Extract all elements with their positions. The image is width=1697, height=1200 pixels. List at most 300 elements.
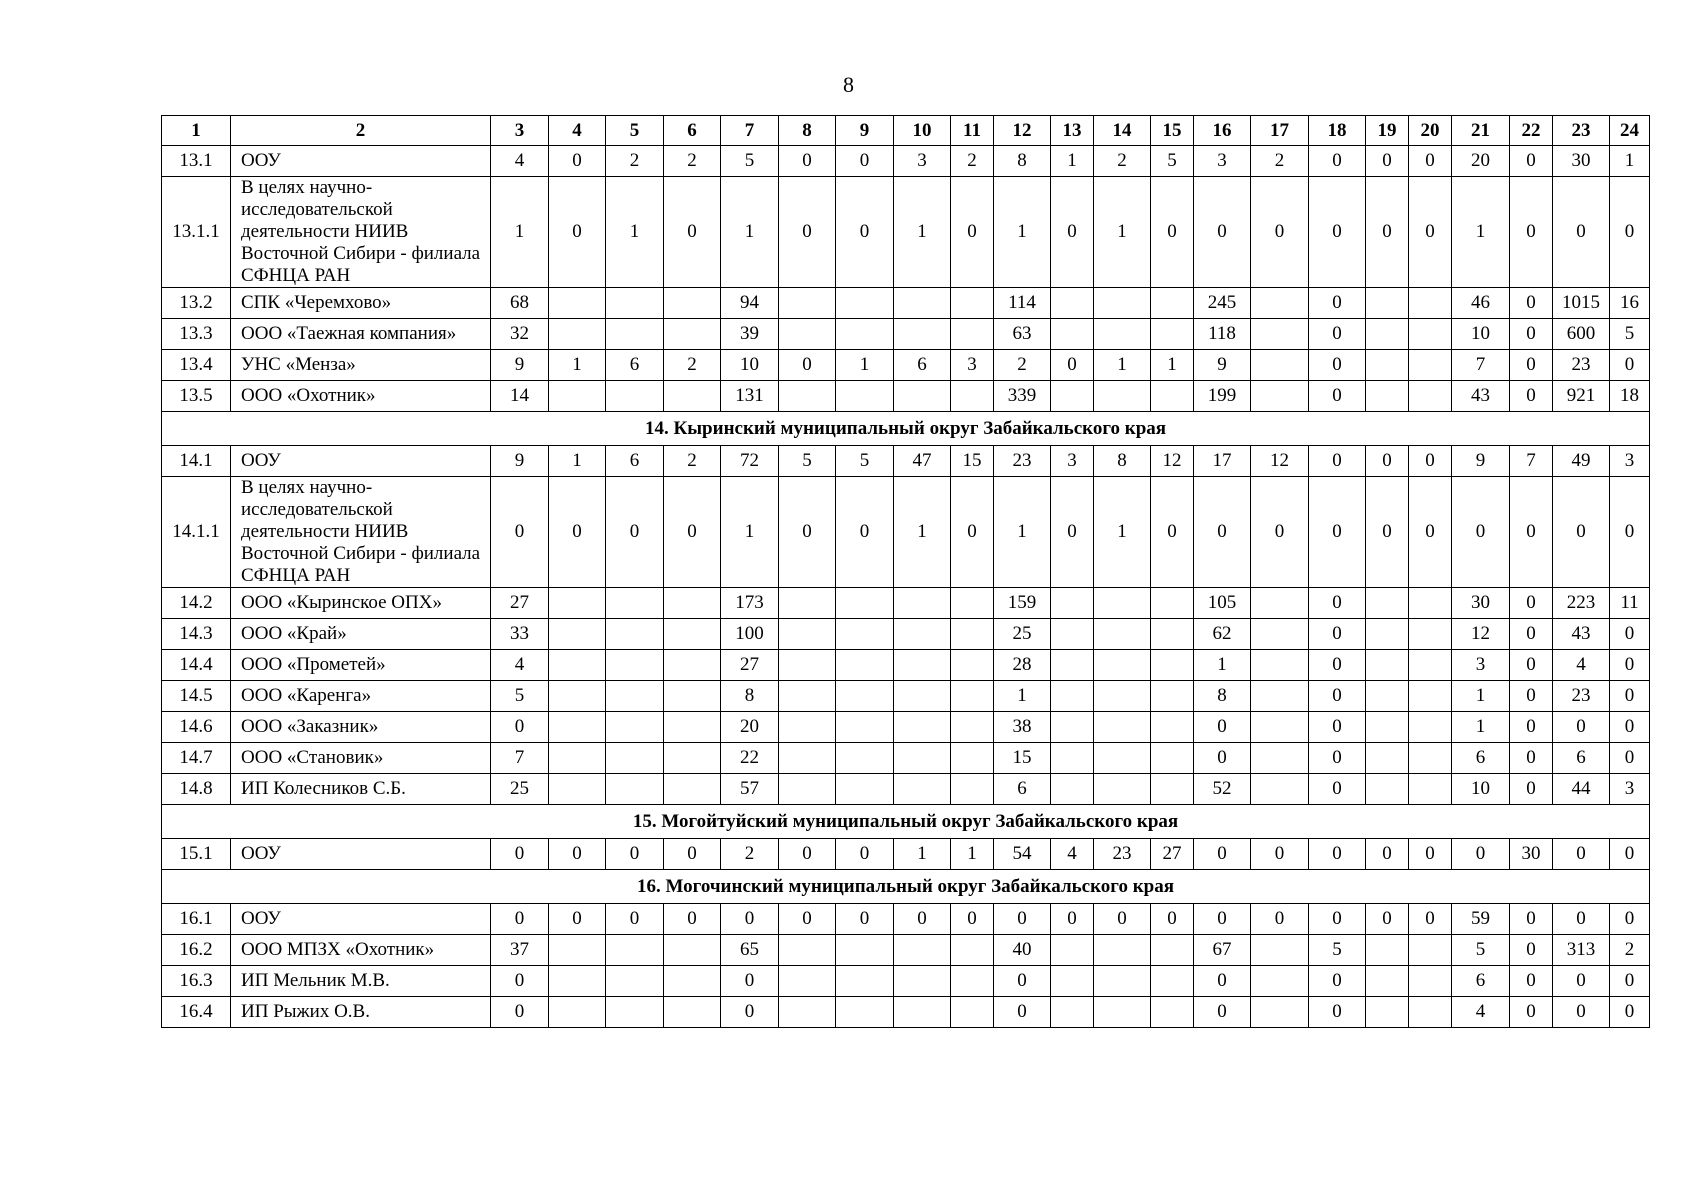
- value-cell: 17: [1194, 446, 1251, 477]
- value-cell: 1: [549, 446, 606, 477]
- value-cell: [1251, 381, 1309, 412]
- row-number-cell: 14.1: [162, 446, 231, 477]
- value-cell: 0: [1409, 839, 1452, 870]
- value-cell: [836, 712, 894, 743]
- value-cell: 0: [1309, 288, 1366, 319]
- value-cell: 1: [491, 177, 549, 288]
- value-cell: [1409, 966, 1452, 997]
- value-cell: [779, 650, 836, 681]
- table-row: [162, 619, 1650, 650]
- value-cell: 0: [491, 712, 549, 743]
- value-cell: [779, 774, 836, 805]
- table-row: [162, 935, 1650, 966]
- value-cell: 0: [1309, 477, 1366, 588]
- value-cell: [549, 774, 606, 805]
- value-cell: 0: [1553, 997, 1610, 1028]
- value-cell: 2: [664, 146, 721, 177]
- value-cell: [894, 319, 951, 350]
- value-cell: [1409, 350, 1452, 381]
- value-cell: [1366, 619, 1409, 650]
- value-cell: 0: [1510, 477, 1553, 588]
- row-number-cell: 14.7: [162, 743, 231, 774]
- value-cell: 0: [1151, 904, 1194, 935]
- row-name-cell: ООО «Становик»: [231, 743, 491, 774]
- value-cell: [1051, 774, 1094, 805]
- row-number-cell: 16.1: [162, 904, 231, 935]
- value-cell: 9: [1194, 350, 1251, 381]
- value-cell: 0: [1510, 177, 1553, 288]
- value-cell: 30: [1510, 839, 1553, 870]
- value-cell: 0: [951, 177, 994, 288]
- value-cell: 2: [664, 446, 721, 477]
- value-cell: 0: [1309, 904, 1366, 935]
- value-cell: [664, 681, 721, 712]
- value-cell: 33: [491, 619, 549, 650]
- value-cell: 0: [1051, 477, 1094, 588]
- value-cell: 2: [994, 350, 1051, 381]
- value-cell: [1366, 588, 1409, 619]
- row-name-cell: ООУ: [231, 839, 491, 870]
- value-cell: 0: [1610, 997, 1650, 1028]
- table-row: [162, 681, 1650, 712]
- value-cell: 0: [1510, 743, 1553, 774]
- value-cell: 47: [894, 446, 951, 477]
- value-cell: 28: [994, 650, 1051, 681]
- value-cell: 0: [1194, 177, 1251, 288]
- value-cell: 2: [1094, 146, 1151, 177]
- value-cell: 0: [1610, 712, 1650, 743]
- value-cell: [1151, 966, 1194, 997]
- value-cell: 27: [491, 588, 549, 619]
- column-header: 13: [1051, 116, 1094, 146]
- value-cell: 1: [994, 681, 1051, 712]
- value-cell: [779, 288, 836, 319]
- value-cell: 2: [721, 839, 779, 870]
- value-cell: 0: [779, 839, 836, 870]
- value-cell: 0: [1510, 681, 1553, 712]
- value-cell: 0: [1610, 904, 1650, 935]
- value-cell: [951, 712, 994, 743]
- column-header: 17: [1251, 116, 1309, 146]
- value-cell: [1366, 743, 1409, 774]
- value-cell: 72: [721, 446, 779, 477]
- value-cell: 0: [779, 350, 836, 381]
- value-cell: 0: [779, 904, 836, 935]
- value-cell: 3: [951, 350, 994, 381]
- value-cell: [1094, 319, 1151, 350]
- table-row: [162, 381, 1650, 412]
- value-cell: 5: [1452, 935, 1510, 966]
- value-cell: 313: [1553, 935, 1610, 966]
- value-cell: [549, 935, 606, 966]
- value-cell: [1251, 619, 1309, 650]
- value-cell: [606, 319, 664, 350]
- value-cell: 8: [1194, 681, 1251, 712]
- value-cell: [1051, 997, 1094, 1028]
- value-cell: [1094, 966, 1151, 997]
- value-cell: 0: [1409, 146, 1452, 177]
- value-cell: 0: [1309, 966, 1366, 997]
- row-number-cell: 14.4: [162, 650, 231, 681]
- value-cell: 1: [549, 350, 606, 381]
- value-cell: 2: [664, 350, 721, 381]
- value-cell: [894, 650, 951, 681]
- value-cell: 0: [1553, 177, 1610, 288]
- value-cell: 0: [1553, 712, 1610, 743]
- value-cell: [1051, 935, 1094, 966]
- column-header: 14: [1094, 116, 1151, 146]
- value-cell: 1: [1051, 146, 1094, 177]
- value-cell: 0: [1309, 774, 1366, 805]
- value-cell: [1094, 743, 1151, 774]
- row-name-cell: ООУ: [231, 146, 491, 177]
- value-cell: [1151, 619, 1194, 650]
- value-cell: 0: [894, 904, 951, 935]
- value-cell: [664, 288, 721, 319]
- value-cell: [1409, 935, 1452, 966]
- value-cell: 43: [1553, 619, 1610, 650]
- value-cell: [894, 997, 951, 1028]
- value-cell: 30: [1553, 146, 1610, 177]
- value-cell: 0: [1610, 966, 1650, 997]
- value-cell: 1: [1094, 477, 1151, 588]
- value-cell: 0: [1510, 935, 1553, 966]
- value-cell: 1: [1194, 650, 1251, 681]
- value-cell: [951, 381, 994, 412]
- row-number-cell: 13.3: [162, 319, 231, 350]
- value-cell: [836, 381, 894, 412]
- value-cell: [1051, 712, 1094, 743]
- value-cell: 0: [779, 477, 836, 588]
- value-cell: [1409, 774, 1452, 805]
- value-cell: 4: [1051, 839, 1094, 870]
- value-cell: 27: [721, 650, 779, 681]
- value-cell: [549, 381, 606, 412]
- value-cell: [1051, 381, 1094, 412]
- value-cell: [664, 619, 721, 650]
- value-cell: [1151, 650, 1194, 681]
- value-cell: 0: [994, 904, 1051, 935]
- row-name-cell: ИП Колесников С.Б.: [231, 774, 491, 805]
- value-cell: 0: [1309, 650, 1366, 681]
- value-cell: 0: [1194, 966, 1251, 997]
- row-name-cell: В целях научно-исследовательской деятельности НИИВ Восточной Сибири - филиала СФНЦА РАН: [231, 177, 491, 288]
- row-name-cell: ООО «Заказник»: [231, 712, 491, 743]
- value-cell: [1151, 774, 1194, 805]
- row-number-cell: 13.2: [162, 288, 231, 319]
- table-header-row: [162, 116, 1650, 146]
- value-cell: 0: [1510, 588, 1553, 619]
- value-cell: 0: [549, 177, 606, 288]
- column-header: 23: [1553, 116, 1610, 146]
- value-cell: [1366, 381, 1409, 412]
- table-row: [162, 774, 1650, 805]
- value-cell: [664, 650, 721, 681]
- value-cell: 339: [994, 381, 1051, 412]
- value-cell: 0: [1510, 619, 1553, 650]
- value-cell: 8: [1094, 446, 1151, 477]
- value-cell: 14: [491, 381, 549, 412]
- row-name-cell: ИП Рыжих О.В.: [231, 997, 491, 1028]
- value-cell: 0: [1309, 177, 1366, 288]
- table-row: [162, 650, 1650, 681]
- value-cell: [894, 966, 951, 997]
- column-header: 24: [1610, 116, 1650, 146]
- value-cell: 159: [994, 588, 1051, 619]
- value-cell: [664, 588, 721, 619]
- value-cell: [951, 288, 994, 319]
- value-cell: [1151, 743, 1194, 774]
- value-cell: [606, 588, 664, 619]
- value-cell: 0: [1366, 477, 1409, 588]
- value-cell: [1251, 997, 1309, 1028]
- row-number-cell: 13.1: [162, 146, 231, 177]
- value-cell: [1409, 712, 1452, 743]
- value-cell: [1094, 774, 1151, 805]
- value-cell: 0: [836, 146, 894, 177]
- value-cell: [894, 712, 951, 743]
- value-cell: 0: [1151, 477, 1194, 588]
- value-cell: 0: [664, 177, 721, 288]
- value-cell: 0: [1553, 904, 1610, 935]
- row-number-cell: 16.3: [162, 966, 231, 997]
- table-row: [162, 288, 1650, 319]
- value-cell: [1409, 743, 1452, 774]
- value-cell: 0: [549, 904, 606, 935]
- value-cell: 3: [1610, 446, 1650, 477]
- value-cell: 0: [721, 904, 779, 935]
- value-cell: 57: [721, 774, 779, 805]
- value-cell: [951, 997, 994, 1028]
- value-cell: [1409, 588, 1452, 619]
- value-cell: 1: [1452, 681, 1510, 712]
- value-cell: [664, 381, 721, 412]
- value-cell: [836, 588, 894, 619]
- value-cell: [1251, 774, 1309, 805]
- value-cell: [894, 935, 951, 966]
- value-cell: [1366, 774, 1409, 805]
- value-cell: 0: [1610, 619, 1650, 650]
- value-cell: 0: [1309, 381, 1366, 412]
- value-cell: 0: [721, 966, 779, 997]
- column-header: 5: [606, 116, 664, 146]
- value-cell: [1094, 588, 1151, 619]
- value-cell: [549, 966, 606, 997]
- value-cell: 2: [951, 146, 994, 177]
- value-cell: 2: [1610, 935, 1650, 966]
- value-cell: 0: [1610, 839, 1650, 870]
- row-number-cell: 13.5: [162, 381, 231, 412]
- value-cell: 10: [721, 350, 779, 381]
- value-cell: 0: [664, 904, 721, 935]
- value-cell: 105: [1194, 588, 1251, 619]
- value-cell: [664, 712, 721, 743]
- value-cell: [1251, 966, 1309, 997]
- value-cell: 0: [1510, 774, 1553, 805]
- value-cell: 114: [994, 288, 1051, 319]
- value-cell: 0: [491, 997, 549, 1028]
- value-cell: [1251, 712, 1309, 743]
- value-cell: [951, 619, 994, 650]
- value-cell: 600: [1553, 319, 1610, 350]
- column-header: 1: [162, 116, 231, 146]
- value-cell: 223: [1553, 588, 1610, 619]
- value-cell: 23: [994, 446, 1051, 477]
- column-header: 16: [1194, 116, 1251, 146]
- value-cell: [606, 288, 664, 319]
- value-cell: 2: [1251, 146, 1309, 177]
- value-cell: 0: [951, 904, 994, 935]
- value-cell: 3: [1610, 774, 1650, 805]
- value-cell: 10: [1452, 774, 1510, 805]
- value-cell: 0: [1510, 997, 1553, 1028]
- value-cell: [951, 774, 994, 805]
- value-cell: [1251, 935, 1309, 966]
- value-cell: [664, 774, 721, 805]
- value-cell: [606, 966, 664, 997]
- value-cell: 0: [994, 997, 1051, 1028]
- value-cell: [606, 743, 664, 774]
- value-cell: [1409, 288, 1452, 319]
- column-header: 10: [894, 116, 951, 146]
- value-cell: 0: [1366, 839, 1409, 870]
- value-cell: 921: [1553, 381, 1610, 412]
- value-cell: 0: [1194, 997, 1251, 1028]
- value-cell: 0: [1510, 350, 1553, 381]
- value-cell: [606, 619, 664, 650]
- value-cell: 0: [1366, 146, 1409, 177]
- value-cell: [1051, 966, 1094, 997]
- value-cell: 59: [1452, 904, 1510, 935]
- value-cell: 67: [1194, 935, 1251, 966]
- row-number-cell: 13.4: [162, 350, 231, 381]
- value-cell: [1151, 681, 1194, 712]
- value-cell: [779, 619, 836, 650]
- value-cell: 0: [549, 477, 606, 588]
- value-cell: 12: [1151, 446, 1194, 477]
- value-cell: [894, 774, 951, 805]
- value-cell: 0: [1510, 966, 1553, 997]
- value-cell: [1094, 288, 1151, 319]
- value-cell: 0: [1251, 477, 1309, 588]
- value-cell: 0: [549, 146, 606, 177]
- table-row: [162, 177, 1650, 288]
- value-cell: 0: [1309, 997, 1366, 1028]
- value-cell: 63: [994, 319, 1051, 350]
- value-cell: 0: [1251, 904, 1309, 935]
- row-number-cell: 14.2: [162, 588, 231, 619]
- value-cell: 0: [951, 477, 994, 588]
- value-cell: 0: [1151, 177, 1194, 288]
- value-cell: 5: [1309, 935, 1366, 966]
- column-header: 15: [1151, 116, 1194, 146]
- table-row: [162, 446, 1650, 477]
- value-cell: 65: [721, 935, 779, 966]
- table-row: [162, 743, 1650, 774]
- value-cell: 5: [779, 446, 836, 477]
- table-row: [162, 839, 1650, 870]
- value-cell: 0: [779, 146, 836, 177]
- column-header: 4: [549, 116, 606, 146]
- table-row: [162, 350, 1650, 381]
- value-cell: 5: [721, 146, 779, 177]
- value-cell: [1366, 935, 1409, 966]
- value-cell: 25: [491, 774, 549, 805]
- value-cell: 0: [1051, 904, 1094, 935]
- column-header: 9: [836, 116, 894, 146]
- value-cell: [549, 619, 606, 650]
- value-cell: 0: [1510, 319, 1553, 350]
- value-cell: 0: [1309, 588, 1366, 619]
- value-cell: 46: [1452, 288, 1510, 319]
- value-cell: 0: [1610, 350, 1650, 381]
- table-row: [162, 146, 1650, 177]
- value-cell: [1366, 966, 1409, 997]
- value-cell: 0: [1094, 904, 1151, 935]
- table-row: [162, 477, 1650, 588]
- value-cell: 5: [1610, 319, 1650, 350]
- value-cell: 0: [1194, 839, 1251, 870]
- value-cell: 25: [994, 619, 1051, 650]
- value-cell: [1151, 935, 1194, 966]
- section-header-row: [162, 412, 1650, 446]
- value-cell: 0: [1194, 477, 1251, 588]
- value-cell: 20: [721, 712, 779, 743]
- value-cell: [664, 935, 721, 966]
- value-cell: [1094, 712, 1151, 743]
- value-cell: 1: [1610, 146, 1650, 177]
- row-name-cell: ООО «Кыринское ОПХ»: [231, 588, 491, 619]
- value-cell: 1: [1094, 350, 1151, 381]
- value-cell: 5: [1151, 146, 1194, 177]
- value-cell: 8: [721, 681, 779, 712]
- value-cell: 0: [1309, 681, 1366, 712]
- value-cell: 1: [951, 839, 994, 870]
- value-cell: 0: [1309, 319, 1366, 350]
- row-name-cell: ООО «Каренга»: [231, 681, 491, 712]
- value-cell: 2: [606, 146, 664, 177]
- value-cell: [1051, 650, 1094, 681]
- value-cell: 0: [1309, 743, 1366, 774]
- value-cell: 38: [994, 712, 1051, 743]
- value-cell: [549, 319, 606, 350]
- row-name-cell: ООО МПЗХ «Охотник»: [231, 935, 491, 966]
- column-header: 12: [994, 116, 1051, 146]
- value-cell: 54: [994, 839, 1051, 870]
- value-cell: [1409, 650, 1452, 681]
- value-cell: 23: [1094, 839, 1151, 870]
- value-cell: 49: [1553, 446, 1610, 477]
- value-cell: 1: [894, 477, 951, 588]
- value-cell: [951, 588, 994, 619]
- value-cell: [779, 743, 836, 774]
- value-cell: 1: [606, 177, 664, 288]
- value-cell: 1: [1094, 177, 1151, 288]
- value-cell: 30: [1452, 588, 1510, 619]
- value-cell: 1: [721, 477, 779, 588]
- value-cell: [1051, 743, 1094, 774]
- value-cell: [1151, 712, 1194, 743]
- value-cell: 10: [1452, 319, 1510, 350]
- value-cell: 0: [1553, 477, 1610, 588]
- value-cell: [606, 381, 664, 412]
- value-cell: [951, 935, 994, 966]
- data-table: [161, 115, 1650, 1028]
- column-header: 20: [1409, 116, 1452, 146]
- column-header: 21: [1452, 116, 1510, 146]
- value-cell: 6: [994, 774, 1051, 805]
- value-cell: 94: [721, 288, 779, 319]
